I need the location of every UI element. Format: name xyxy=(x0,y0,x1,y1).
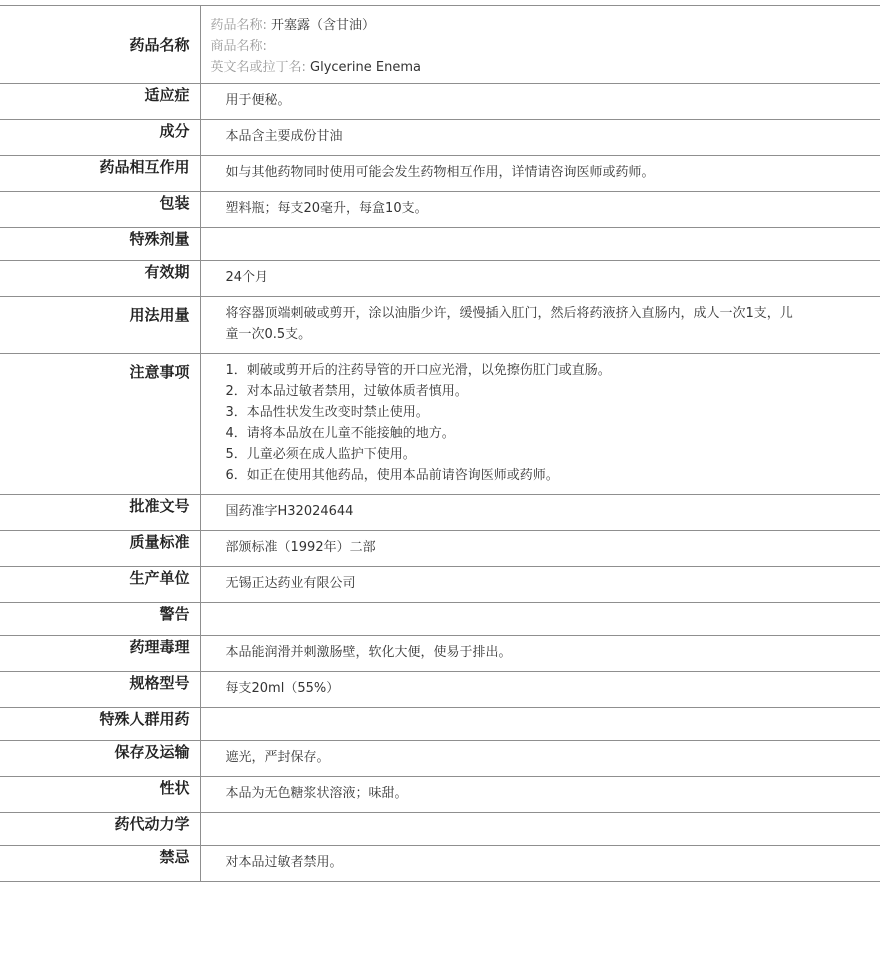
manufacturer-label: 生产单位 xyxy=(0,567,200,603)
generic-name-value: 开塞露（含甘油） xyxy=(271,18,376,33)
warning-value xyxy=(200,603,880,636)
appearance-label: 性状 xyxy=(0,777,200,813)
quality-standard-label: 质量标准 xyxy=(0,531,200,567)
row-ingredients xyxy=(0,120,880,156)
pharmacology-value: 本品能润滑并刺激肠壁，软化大便，使易于排出。 xyxy=(200,636,880,672)
row-usage xyxy=(0,297,880,354)
english-name-label: 英文名或拉丁名: xyxy=(210,60,306,75)
ingredients-label: 成分 xyxy=(0,120,200,156)
generic-name-label: 药品名称: xyxy=(210,18,267,33)
precaution-item: 1．刺破或剪开后的注药导管的开口应光滑，以免擦伤肛门或直肠。 xyxy=(225,363,611,378)
contraindications-label: 禁忌 xyxy=(0,846,200,882)
warning-label: 警告 xyxy=(0,603,200,636)
row-indications xyxy=(0,84,880,120)
row-special-population xyxy=(0,708,880,741)
english-name-value: Glycerine Enema xyxy=(310,60,421,75)
row-storage xyxy=(0,741,880,777)
trade-name-line xyxy=(211,36,880,57)
package-value: 塑料瓶；每支20毫升，每盒10支。 xyxy=(200,192,880,228)
precautions-label: 注意事项 xyxy=(0,354,200,495)
row-drug-name xyxy=(0,6,880,84)
interactions-label: 药品相互作用 xyxy=(0,156,200,192)
row-contraindications xyxy=(0,846,880,882)
pharmacology-label: 药理毒理 xyxy=(0,636,200,672)
row-pharmacokinetics xyxy=(0,813,880,846)
row-warning xyxy=(0,603,880,636)
indications-value: 用于便秘。 xyxy=(200,84,880,120)
drug-name-details xyxy=(200,6,880,84)
precaution-item: 5．儿童必须在成人监护下使用。 xyxy=(225,447,416,462)
storage-value: 遮光，严封保存。 xyxy=(200,741,880,777)
row-pharmacology xyxy=(0,636,880,672)
contraindications-value: 对本品过敏者禁用。 xyxy=(200,846,880,882)
row-specification xyxy=(0,672,880,708)
specification-label: 规格型号 xyxy=(0,672,200,708)
row-special-dosage xyxy=(0,228,880,261)
package-label: 包装 xyxy=(0,192,200,228)
precaution-item: 4．请将本品放在儿童不能接触的地方。 xyxy=(225,426,455,441)
interactions-value: 如与其他药物同时使用可能会发生药物相互作用，详情请咨询医师或药师。 xyxy=(200,156,880,192)
pharmacokinetics-value xyxy=(200,813,880,846)
special-population-value xyxy=(200,708,880,741)
row-approval-number xyxy=(0,495,880,531)
precautions-list xyxy=(226,360,880,486)
specification-value: 每支20ml（55%） xyxy=(200,672,880,708)
usage-label: 用法用量 xyxy=(0,297,200,354)
special-dosage-label: 特殊剂量 xyxy=(0,228,200,261)
drug-info-table xyxy=(0,5,880,882)
storage-label: 保存及运输 xyxy=(0,741,200,777)
pharmacokinetics-label: 药代动力学 xyxy=(0,813,200,846)
row-quality-standard xyxy=(0,531,880,567)
approval-number-label: 批准文号 xyxy=(0,495,200,531)
row-precautions xyxy=(0,354,880,495)
ingredients-value: 本品含主要成份甘油 xyxy=(200,120,880,156)
row-validity xyxy=(0,261,880,297)
approval-number-value: 国药准字H32024644 xyxy=(200,495,880,531)
precaution-item: 6．如正在使用其他药品，使用本品前请咨询医师或药师。 xyxy=(225,468,559,483)
trade-name-label: 商品名称: xyxy=(210,39,267,54)
precautions-value xyxy=(200,354,880,495)
appearance-value: 本品为无色糖浆状溶液；味甜。 xyxy=(200,777,880,813)
quality-standard-value: 部颁标准（1992年）二部 xyxy=(200,531,880,567)
indications-label: 适应症 xyxy=(0,84,200,120)
row-manufacturer xyxy=(0,567,880,603)
row-appearance xyxy=(0,777,880,813)
drug-info-sheet xyxy=(0,5,880,882)
validity-value: 24个月 xyxy=(200,261,880,297)
drug-name-label: 药品名称 xyxy=(0,6,200,84)
precaution-item: 2．对本品过敏者禁用，过敏体质者慎用。 xyxy=(225,384,468,399)
generic-name-line xyxy=(211,15,880,36)
manufacturer-value: 无锡正达药业有限公司 xyxy=(200,567,880,603)
precaution-item: 3．本品性状发生改变时禁止使用。 xyxy=(225,405,429,420)
row-interactions xyxy=(0,156,880,192)
special-population-label: 特殊人群用药 xyxy=(0,708,200,741)
usage-value: 将容器顶端刺破或剪开，涂以油脂少许，缓慢插入肛门，然后将药液挤入直肠内，成人一次1支，儿童一次0.5支。 xyxy=(200,297,880,354)
special-dosage-value xyxy=(200,228,880,261)
english-name-line xyxy=(211,57,880,78)
row-package xyxy=(0,192,880,228)
validity-label: 有效期 xyxy=(0,261,200,297)
